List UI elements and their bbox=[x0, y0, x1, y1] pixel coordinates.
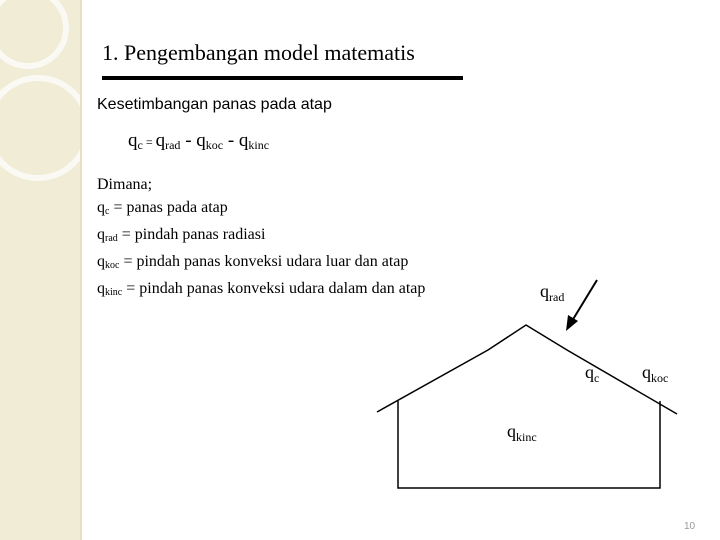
eq-q-symbol: q bbox=[238, 130, 249, 151]
label-sub: rad bbox=[549, 290, 565, 304]
definition-symbol: q bbox=[97, 280, 105, 297]
diagram-label-qrad bbox=[540, 281, 564, 305]
definition-symbol: q bbox=[97, 199, 105, 216]
roof-outline bbox=[377, 325, 677, 414]
definition-text: = panas pada atap bbox=[109, 199, 228, 216]
label-sub: kinc bbox=[516, 430, 537, 444]
eq-minus-sign: - bbox=[223, 130, 239, 151]
slide-subtitle: Kesetimbangan panas pada atap bbox=[97, 96, 332, 113]
eq-sub-c: c bbox=[137, 138, 143, 152]
label-q: q bbox=[642, 362, 651, 382]
label-sub: koc bbox=[651, 371, 669, 385]
definition-subscript: rad bbox=[105, 233, 118, 244]
eq-q-symbol: q bbox=[128, 130, 138, 151]
eq-minus-sign: - bbox=[180, 130, 197, 151]
diagram-label-qkoc bbox=[642, 362, 668, 386]
eq-sub-kinc: kinc bbox=[248, 138, 270, 152]
definition-text: = pindah panas konveksi udara dalam dan atap bbox=[122, 280, 426, 297]
definition-text: = pindah panas radiasi bbox=[117, 226, 266, 243]
eq-q-symbol: q bbox=[196, 130, 206, 151]
definition-subscript: c bbox=[105, 206, 110, 217]
radiation-arrow-shaft bbox=[572, 280, 597, 321]
eq-sub-rad: rad bbox=[165, 138, 181, 152]
diagram-label-qc bbox=[585, 362, 599, 386]
definition-subscript: koc bbox=[105, 260, 120, 271]
definitions-heading: Dimana; bbox=[97, 176, 153, 193]
label-sub: c bbox=[594, 371, 600, 385]
radiation-arrowhead bbox=[566, 315, 578, 331]
definition-symbol: q bbox=[97, 253, 105, 270]
eq-sub-koc: koc bbox=[205, 138, 224, 152]
label-q: q bbox=[540, 281, 549, 301]
definition-subscript: kinc bbox=[105, 287, 123, 298]
label-q: q bbox=[507, 421, 516, 441]
diagram-label-qkinc bbox=[507, 421, 537, 445]
slide-title: 1. Pengembangan model matematis bbox=[102, 40, 415, 65]
eq-q-symbol: q bbox=[155, 130, 166, 151]
definition-text: = pindah panas konveksi udara luar dan atap bbox=[119, 253, 409, 270]
eq-equals-sign: = bbox=[142, 135, 156, 149]
label-q: q bbox=[585, 362, 594, 382]
definition-symbol: q bbox=[97, 226, 105, 243]
page-number: 10 bbox=[684, 521, 696, 532]
